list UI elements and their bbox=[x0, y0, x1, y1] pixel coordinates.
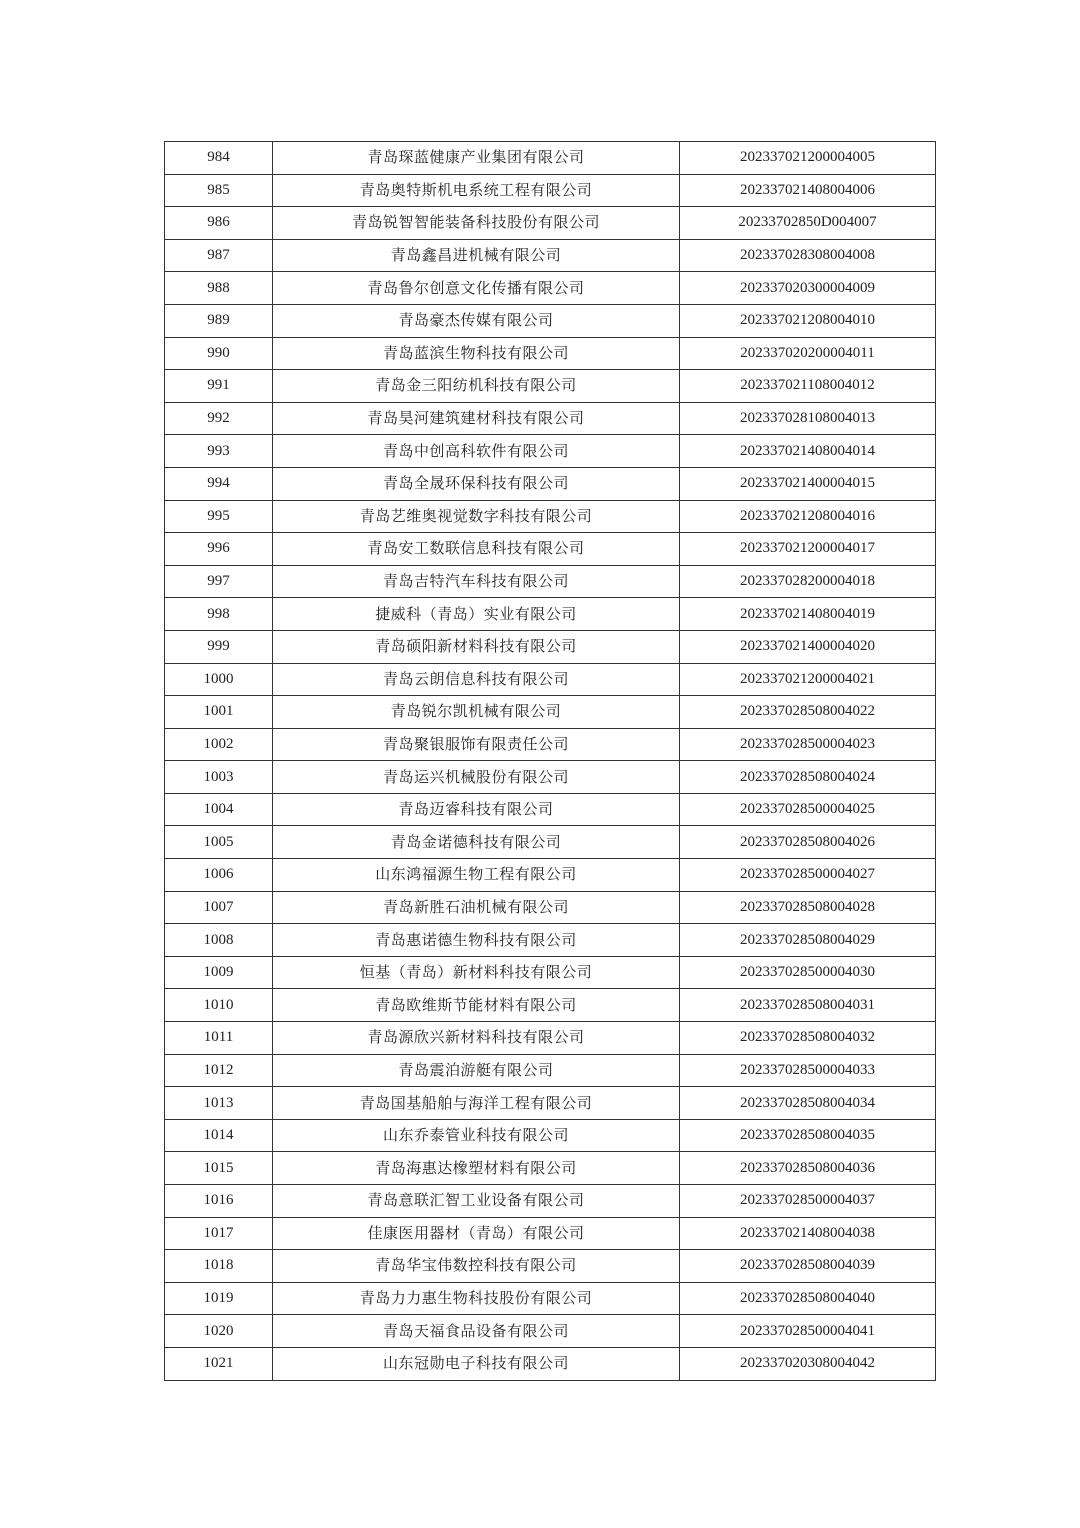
registration-code-cell: 202337021208004010 bbox=[680, 304, 936, 337]
table-row bbox=[165, 239, 936, 272]
table-row bbox=[165, 598, 936, 631]
company-name-cell: 青岛新胜石油机械有限公司 bbox=[273, 891, 680, 924]
row-number-cell: 1008 bbox=[165, 924, 273, 957]
table-row bbox=[165, 435, 936, 468]
registration-code-cell: 202337028308004008 bbox=[680, 239, 936, 272]
registry-table bbox=[164, 141, 936, 1381]
table-row bbox=[165, 533, 936, 566]
table-row bbox=[165, 1217, 936, 1250]
row-number-cell: 1021 bbox=[165, 1347, 273, 1380]
registration-code-cell: 202337020300004009 bbox=[680, 272, 936, 305]
table-row bbox=[165, 924, 936, 957]
company-name-cell: 青岛安工数联信息科技有限公司 bbox=[273, 533, 680, 566]
company-name-cell: 青岛天福食品设备有限公司 bbox=[273, 1315, 680, 1348]
table-row bbox=[165, 1087, 936, 1120]
row-number-cell: 984 bbox=[165, 142, 273, 175]
row-number-cell: 1003 bbox=[165, 761, 273, 794]
company-name-cell: 青岛奥特斯机电系统工程有限公司 bbox=[273, 174, 680, 207]
table-row bbox=[165, 1347, 936, 1380]
table-row bbox=[165, 337, 936, 370]
table-row bbox=[165, 1022, 936, 1055]
company-name-cell: 青岛迈睿科技有限公司 bbox=[273, 793, 680, 826]
company-name-cell: 青岛震泊游艇有限公司 bbox=[273, 1054, 680, 1087]
registration-code-cell: 202337028508004029 bbox=[680, 924, 936, 957]
table-row bbox=[165, 630, 936, 663]
table-row bbox=[165, 891, 936, 924]
registration-code-cell: 202337028500004027 bbox=[680, 859, 936, 892]
registration-code-cell: 202337028508004028 bbox=[680, 891, 936, 924]
registration-code-cell: 202337028508004032 bbox=[680, 1022, 936, 1055]
row-number-cell: 995 bbox=[165, 500, 273, 533]
company-name-cell: 青岛力力惠生物科技股份有限公司 bbox=[273, 1282, 680, 1315]
row-number-cell: 991 bbox=[165, 370, 273, 403]
company-name-cell: 捷威科（青岛）实业有限公司 bbox=[273, 598, 680, 631]
table-row bbox=[165, 663, 936, 696]
table-row bbox=[165, 1119, 936, 1152]
registration-code-cell: 202337028200004018 bbox=[680, 565, 936, 598]
row-number-cell: 1009 bbox=[165, 956, 273, 989]
registration-code-cell: 202337028500004033 bbox=[680, 1054, 936, 1087]
table-row bbox=[165, 500, 936, 533]
row-number-cell: 990 bbox=[165, 337, 273, 370]
table-row bbox=[165, 989, 936, 1022]
row-number-cell: 988 bbox=[165, 272, 273, 305]
registration-code-cell: 202337028508004039 bbox=[680, 1250, 936, 1283]
registration-code-cell: 202337021200004017 bbox=[680, 533, 936, 566]
registration-code-cell: 202337021208004016 bbox=[680, 500, 936, 533]
row-number-cell: 1000 bbox=[165, 663, 273, 696]
row-number-cell: 1020 bbox=[165, 1315, 273, 1348]
table-row bbox=[165, 370, 936, 403]
row-number-cell: 1019 bbox=[165, 1282, 273, 1315]
registration-code-cell: 202337028508004026 bbox=[680, 826, 936, 859]
company-name-cell: 青岛蓝滨生物科技有限公司 bbox=[273, 337, 680, 370]
company-name-cell: 青岛鲁尔创意文化传播有限公司 bbox=[273, 272, 680, 305]
row-number-cell: 989 bbox=[165, 304, 273, 337]
registration-code-cell: 202337028108004013 bbox=[680, 402, 936, 435]
row-number-cell: 1014 bbox=[165, 1119, 273, 1152]
table-row bbox=[165, 696, 936, 729]
table-row bbox=[165, 956, 936, 989]
row-number-cell: 996 bbox=[165, 533, 273, 566]
table-row bbox=[165, 207, 936, 240]
company-name-cell: 青岛豪杰传媒有限公司 bbox=[273, 304, 680, 337]
row-number-cell: 993 bbox=[165, 435, 273, 468]
company-name-cell: 青岛鑫昌进机械有限公司 bbox=[273, 239, 680, 272]
company-name-cell: 青岛中创高科软件有限公司 bbox=[273, 435, 680, 468]
row-number-cell: 1013 bbox=[165, 1087, 273, 1120]
row-number-cell: 999 bbox=[165, 630, 273, 663]
registration-code-cell: 202337028500004025 bbox=[680, 793, 936, 826]
company-name-cell: 青岛硕阳新材料科技有限公司 bbox=[273, 630, 680, 663]
row-number-cell: 1007 bbox=[165, 891, 273, 924]
row-number-cell: 1005 bbox=[165, 826, 273, 859]
company-name-cell: 青岛意联汇智工业设备有限公司 bbox=[273, 1185, 680, 1218]
company-name-cell: 青岛全晟环保科技有限公司 bbox=[273, 467, 680, 500]
company-name-cell: 青岛锐智智能装备科技股份有限公司 bbox=[273, 207, 680, 240]
registration-code-cell: 20233702850D004007 bbox=[680, 207, 936, 240]
table-row bbox=[165, 142, 936, 175]
company-name-cell: 青岛源欣兴新材料科技有限公司 bbox=[273, 1022, 680, 1055]
row-number-cell: 1006 bbox=[165, 859, 273, 892]
registration-code-cell: 202337028500004023 bbox=[680, 728, 936, 761]
table-row bbox=[165, 174, 936, 207]
table-row bbox=[165, 304, 936, 337]
registration-code-cell: 202337028508004022 bbox=[680, 696, 936, 729]
company-name-cell: 青岛金诺德科技有限公司 bbox=[273, 826, 680, 859]
company-name-cell: 佳康医用器材（青岛）有限公司 bbox=[273, 1217, 680, 1250]
table-row bbox=[165, 565, 936, 598]
table-row bbox=[165, 402, 936, 435]
table-row bbox=[165, 826, 936, 859]
table-row bbox=[165, 1054, 936, 1087]
row-number-cell: 1002 bbox=[165, 728, 273, 761]
table-row bbox=[165, 467, 936, 500]
registration-code-cell: 202337028508004040 bbox=[680, 1282, 936, 1315]
company-name-cell: 山东鸿福源生物工程有限公司 bbox=[273, 859, 680, 892]
row-number-cell: 998 bbox=[165, 598, 273, 631]
company-name-cell: 青岛聚银服饰有限责任公司 bbox=[273, 728, 680, 761]
row-number-cell: 1012 bbox=[165, 1054, 273, 1087]
registration-code-cell: 202337020200004011 bbox=[680, 337, 936, 370]
registration-code-cell: 202337028508004031 bbox=[680, 989, 936, 1022]
row-number-cell: 1016 bbox=[165, 1185, 273, 1218]
row-number-cell: 987 bbox=[165, 239, 273, 272]
company-name-cell: 青岛吉特汽车科技有限公司 bbox=[273, 565, 680, 598]
row-number-cell: 994 bbox=[165, 467, 273, 500]
company-name-cell: 青岛运兴机械股份有限公司 bbox=[273, 761, 680, 794]
row-number-cell: 1001 bbox=[165, 696, 273, 729]
company-name-cell: 青岛锐尔凯机械有限公司 bbox=[273, 696, 680, 729]
table-row bbox=[165, 1282, 936, 1315]
table-row bbox=[165, 1250, 936, 1283]
table-row bbox=[165, 859, 936, 892]
registration-code-cell: 202337028508004034 bbox=[680, 1087, 936, 1120]
company-name-cell: 青岛欧维斯节能材料有限公司 bbox=[273, 989, 680, 1022]
row-number-cell: 985 bbox=[165, 174, 273, 207]
row-number-cell: 1004 bbox=[165, 793, 273, 826]
registration-code-cell: 202337028500004037 bbox=[680, 1185, 936, 1218]
row-number-cell: 992 bbox=[165, 402, 273, 435]
company-name-cell: 恒基（青岛）新材料科技有限公司 bbox=[273, 956, 680, 989]
table-row bbox=[165, 1315, 936, 1348]
table-row bbox=[165, 793, 936, 826]
table-row bbox=[165, 761, 936, 794]
table-row bbox=[165, 272, 936, 305]
company-name-cell: 青岛云朗信息科技有限公司 bbox=[273, 663, 680, 696]
row-number-cell: 1011 bbox=[165, 1022, 273, 1055]
registry-table-body bbox=[165, 142, 936, 1381]
registration-code-cell: 202337021200004021 bbox=[680, 663, 936, 696]
registration-code-cell: 202337021108004012 bbox=[680, 370, 936, 403]
row-number-cell: 986 bbox=[165, 207, 273, 240]
row-number-cell: 1015 bbox=[165, 1152, 273, 1185]
registration-code-cell: 202337021400004020 bbox=[680, 630, 936, 663]
table-row bbox=[165, 1152, 936, 1185]
registration-code-cell: 202337020308004042 bbox=[680, 1347, 936, 1380]
registration-code-cell: 202337028500004030 bbox=[680, 956, 936, 989]
company-name-cell: 青岛华宝伟数控科技有限公司 bbox=[273, 1250, 680, 1283]
company-name-cell: 山东乔泰管业科技有限公司 bbox=[273, 1119, 680, 1152]
company-name-cell: 青岛国基船舶与海洋工程有限公司 bbox=[273, 1087, 680, 1120]
company-name-cell: 青岛琛蓝健康产业集团有限公司 bbox=[273, 142, 680, 175]
company-name-cell: 青岛惠诺德生物科技有限公司 bbox=[273, 924, 680, 957]
registration-code-cell: 202337028508004024 bbox=[680, 761, 936, 794]
row-number-cell: 997 bbox=[165, 565, 273, 598]
registration-code-cell: 202337021200004005 bbox=[680, 142, 936, 175]
registration-code-cell: 202337021408004006 bbox=[680, 174, 936, 207]
company-name-cell: 青岛金三阳纺机科技有限公司 bbox=[273, 370, 680, 403]
registration-code-cell: 202337028508004036 bbox=[680, 1152, 936, 1185]
table-row bbox=[165, 1185, 936, 1218]
row-number-cell: 1018 bbox=[165, 1250, 273, 1283]
company-name-cell: 青岛海惠达橡塑材料有限公司 bbox=[273, 1152, 680, 1185]
table-row bbox=[165, 728, 936, 761]
row-number-cell: 1017 bbox=[165, 1217, 273, 1250]
company-name-cell: 青岛艺维奥视觉数字科技有限公司 bbox=[273, 500, 680, 533]
registration-code-cell: 202337028500004041 bbox=[680, 1315, 936, 1348]
registration-code-cell: 202337021408004014 bbox=[680, 435, 936, 468]
row-number-cell: 1010 bbox=[165, 989, 273, 1022]
company-name-cell: 青岛昊河建筑建材科技有限公司 bbox=[273, 402, 680, 435]
registration-code-cell: 202337021400004015 bbox=[680, 467, 936, 500]
company-name-cell: 山东冠勋电子科技有限公司 bbox=[273, 1347, 680, 1380]
registration-code-cell: 202337021408004019 bbox=[680, 598, 936, 631]
registration-code-cell: 202337021408004038 bbox=[680, 1217, 936, 1250]
registration-code-cell: 202337028508004035 bbox=[680, 1119, 936, 1152]
